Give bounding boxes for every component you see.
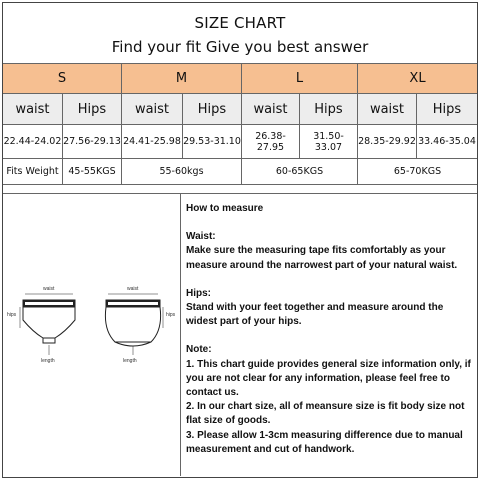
measure-label-row xyxy=(3,94,477,125)
hips-title: Hips: xyxy=(186,287,211,299)
spacer xyxy=(186,216,472,230)
col-label: Hips xyxy=(183,94,242,125)
size-s-header: S xyxy=(3,64,122,94)
brief-back-icon xyxy=(105,294,163,355)
value-cell: 29.53-31.10 xyxy=(183,125,242,159)
instructions-heading: How to measure xyxy=(186,203,264,214)
measure-value-row xyxy=(3,125,477,159)
value-cell: 28.35-29.92 xyxy=(358,125,417,159)
waist-label-front: waist xyxy=(43,286,55,292)
waist-text: Make sure the measuring tape fits comfortably as your measure around the narrowest part of your natural waist. xyxy=(186,245,458,271)
spacer xyxy=(186,273,472,287)
section-divider xyxy=(3,185,477,194)
weight-label: Fits Weight xyxy=(3,159,63,185)
weight-row xyxy=(3,159,477,185)
size-xl-header: XL xyxy=(358,64,477,94)
measure-instructions xyxy=(186,202,472,457)
note-title: Note: xyxy=(186,344,212,356)
weight-s: 45-55KGS xyxy=(63,159,122,185)
hips-text: Stand with your feet together and measure around the widest part of your hips. xyxy=(186,302,444,328)
brief-front-icon xyxy=(20,294,75,355)
length-label-back: length xyxy=(123,358,137,364)
spacer xyxy=(186,329,472,343)
value-cell: 31.50-33.07 xyxy=(300,125,358,159)
page-title: SIZE CHART xyxy=(194,14,286,32)
value-cell: 33.46-35.04 xyxy=(417,125,477,159)
how-to-measure-panel xyxy=(181,194,477,476)
note-3: 3. Please allow 1-3cm measuring difference due to manual measurement and cut of handwork. xyxy=(186,429,463,455)
weight-xl: 65-70KGS xyxy=(358,159,477,185)
page-subtitle: Find your fit Give you best answer xyxy=(111,38,369,56)
value-cell: 27.56-29.13 xyxy=(63,125,122,159)
length-label-front: length xyxy=(41,358,55,364)
col-label: waist xyxy=(242,94,300,125)
waist-label-back: waist xyxy=(127,286,139,292)
value-cell: 24.41-25.98 xyxy=(122,125,183,159)
waist-title: Waist: xyxy=(186,231,216,243)
size-m-header: M xyxy=(122,64,242,94)
hips-label-front: hips xyxy=(7,312,17,318)
measure-diagram-panel xyxy=(3,194,181,476)
col-label: Hips xyxy=(63,94,122,125)
note-2: 2. In our chart size, all of meansure size is fit body size not flat size of goods. xyxy=(186,401,465,427)
value-cell: 22.44-24.02 xyxy=(3,125,63,159)
size-l-header: L xyxy=(242,64,358,94)
brief-measure-diagram xyxy=(3,280,181,376)
col-label: Hips xyxy=(417,94,477,125)
col-label: waist xyxy=(122,94,183,125)
col-label: waist xyxy=(3,94,63,125)
weight-m: 55-60kgs xyxy=(122,159,242,185)
note-1: 1. This chart guide provides general size information only, if you are not clear for any information, please feel free to contact us. xyxy=(186,358,471,399)
col-label: waist xyxy=(358,94,417,125)
hips-label-back: hips xyxy=(166,312,176,318)
size-header-row xyxy=(3,63,477,94)
col-label: Hips xyxy=(300,94,358,125)
value-cell: 26.38-27.95 xyxy=(242,125,300,159)
weight-l: 60-65KGS xyxy=(242,159,358,185)
